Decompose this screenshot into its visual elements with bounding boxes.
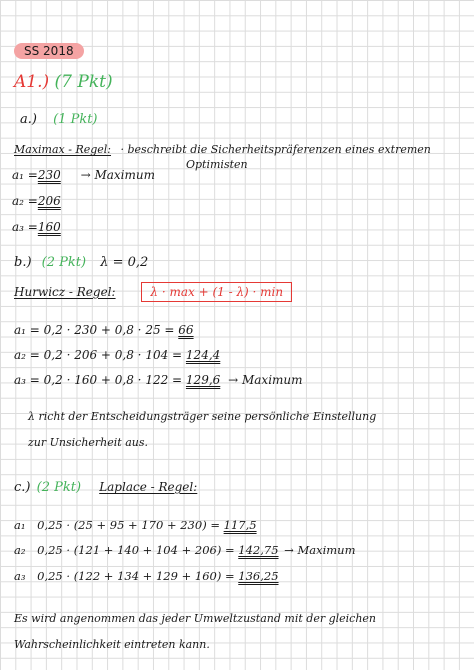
laplace-title: Laplace - Regel: [99,480,198,494]
part-c-row [14,543,355,557]
part-b-row [14,348,220,362]
hurwicz-formula: λ · max + (1 - λ) · min [141,282,292,302]
hurwicz-title: Hurwicz - Regel: [14,285,116,299]
part-a-label: a.) [20,112,37,127]
row-lhs: a₁ = [12,168,38,182]
row-lhs: a₃ [14,569,26,583]
semester-label: SS 2018 [14,43,84,59]
part-c-points: (2 Pkt) [36,480,82,495]
laplace-text-1: Es wird angenommen das jeder Umweltzustand mit der gleichen [14,612,377,625]
row-lhs: a₂ [14,543,26,557]
part-b-label: b.) [14,255,32,270]
part-a-row [12,220,61,234]
hurwicz-text-2: zur Unsicherheit aus. [28,436,148,449]
row-result: 129,6 [185,373,221,387]
row-value: 206 [37,194,61,208]
hurwicz-text-1: λ richt der Entscheidungsträger seine persönliche Einstellung [28,410,377,423]
row-note: → Maximum [228,373,303,387]
task-heading [14,72,113,92]
row-expr: 0,2 · 230 + 0,8 · 25 = [43,323,175,337]
row-result: 124,4 [185,348,221,362]
semester-badge [14,44,84,58]
row-lhs: a₁ [14,518,26,532]
row-lhs: a₂ = [12,194,38,208]
row-expr: 0,25 · (122 + 134 + 129 + 160) = [37,569,235,583]
row-result: 136,25 [238,569,279,583]
row-expr: 0,25 · (121 + 140 + 104 + 206) = [37,543,235,557]
row-expr: 0,2 · 160 + 0,8 · 122 = [43,373,183,387]
row-lhs: a₃ = [14,373,40,387]
row-value: 230 [37,168,61,182]
part-a-row [12,168,155,182]
maximax-description-2: Optimisten [186,158,248,171]
row-result: 66 [178,323,194,337]
part-b-row [14,323,194,337]
part-c-heading [14,480,197,495]
part-c-row [14,569,279,583]
part-b-heading [14,256,148,270]
row-note: → Maximum [284,543,356,557]
row-result: 142,75 [238,543,279,557]
task-number: A1.) [14,72,50,92]
row-note: → Maximum [80,168,155,182]
part-a-heading [20,113,98,127]
part-b-row [14,373,303,387]
row-lhs: a₁ = [14,323,40,337]
part-a-points: (1 Pkt) [53,112,98,127]
row-expr: 0,2 · 206 + 0,8 · 104 = [43,348,183,362]
part-c-row [14,518,257,532]
maximax-description-1: · beschreibt die Sicherheitspräferenzen eines extremen [120,143,431,156]
laplace-text-2: Wahrscheinlichkeit eintreten kann. [14,638,210,651]
part-a-row [12,194,61,208]
row-result: 117,5 [223,518,257,532]
maximax-title: Maximax - Regel: [14,143,112,156]
row-value: 160 [37,220,61,234]
row-lhs: a₃ = [12,220,38,234]
lambda-value: λ = 0,2 [100,255,149,270]
part-b-points: (2 Pkt) [41,255,87,270]
part-b-rule-line [14,285,292,299]
task-points: (7 Pkt) [54,72,113,92]
part-a-rule-line [14,143,431,157]
row-expr: 0,25 · (25 + 95 + 170 + 230) = [37,518,220,532]
row-lhs: a₂ = [14,348,40,362]
part-c-label: c.) [14,480,31,495]
